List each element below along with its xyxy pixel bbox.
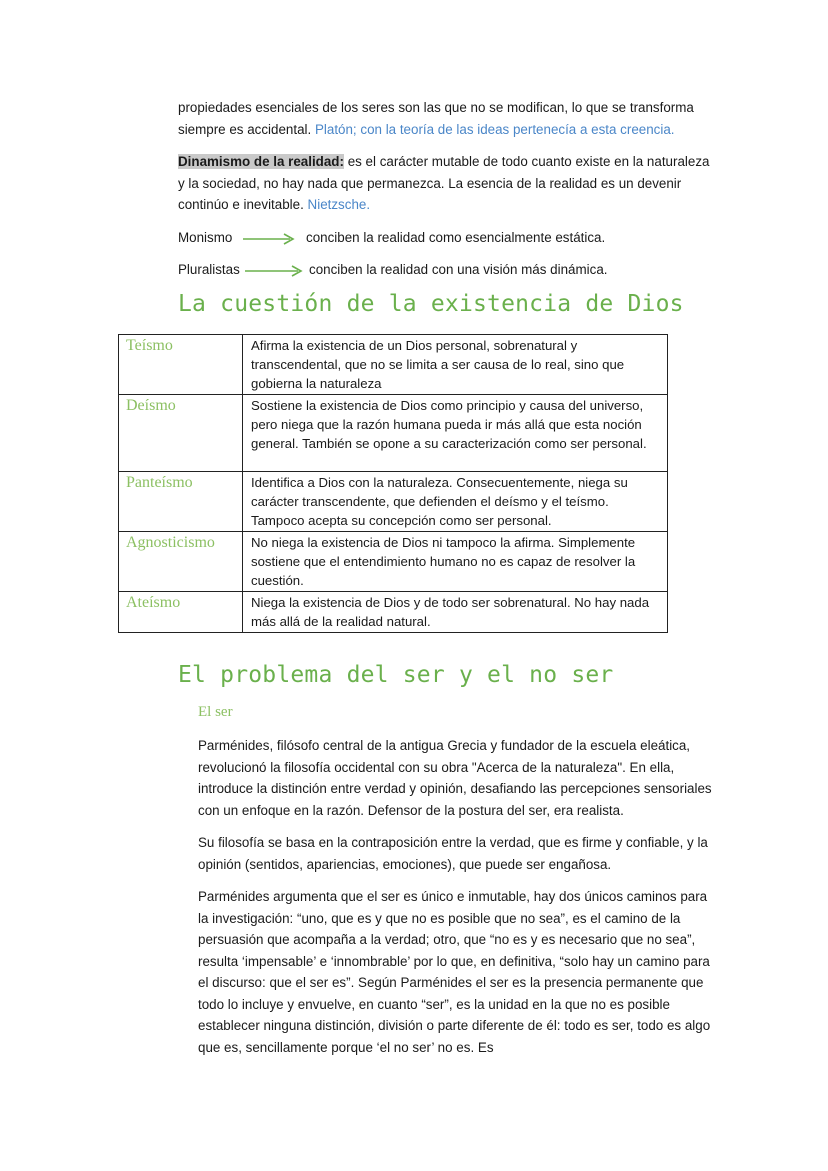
table-row [119,532,668,592]
table-definition: Sostiene la existencia de Dios como principio y causa del universo, pero niega que la razón humana pueda ir más allá que esta noción general. También se opone a su caracterización como ser personal. [243,395,668,472]
dinamismo-text: es el carácter mutable de todo cuanto existe en la naturaleza y la sociedad, no hay nada que permanezca. La esencia de la realidad es un devenir continúo e inevitable. [178,154,710,212]
table-term: Ateísmo [119,592,243,633]
table-term: Teísmo [119,335,243,395]
intro-text: propiedades esenciales de los seres son las que no se modifican, lo que se transforma siempre es accidental. [178,100,694,137]
right-arrow-icon [244,265,304,277]
table-row [119,592,668,633]
table-row [119,395,668,472]
arrow-desc: conciben la realidad como esencialmente estática. [306,230,606,245]
table-term: Agnosticismo [119,532,243,592]
arrow-desc: conciben la realidad con una visión más dinámica. [309,262,608,277]
table-row [119,335,668,395]
arrow-term: Monismo [178,230,233,245]
section-heading-dios: La cuestión de la existencia de Dios [178,291,684,317]
section-heading-ser: El problema del ser y el no ser [178,662,614,688]
right-arrow-icon [242,233,296,245]
arrow-row-pluralistas [178,259,718,281]
table-definition: Identifica a Dios con la naturaleza. Consecuentemente, niega su carácter transcendente, que defienden el deísmo y el teísmo. Tampoco acepta su concepción como ser personal. [243,472,668,532]
intro-paragraph [178,97,718,140]
body-paragraph: Su filosofía se basa en la contraposición entre la verdad, que es firme y confiable, y la opinión (sentidos, apariencias, emociones), que puede ser engañosa. [198,835,708,872]
dinamismo-term: Dinamismo de la realidad: [178,154,344,169]
concepts-table [118,334,668,633]
subsection-heading: El ser [198,704,233,720]
table-definition: No niega la existencia de Dios ni tampoco la afirma. Simplemente sostiene que el entendimiento humano no es capaz de resolver la cuestión. [243,532,668,592]
arrow-term: Pluralistas [178,262,240,277]
body-paragraph: Parménides argumenta que el ser es único e inmutable, hay dos únicos caminos para la investigación: “uno, que es y que no es posible que no sea”, es el camino de la persuasión que acompaña a la verdad; otro, que “no es y es necesario que no sea”, resulta ‘impensable’ e ‘innombrable’ por lo que, en definitiva, “solo hay un camino para el discurso: que el ser es”. Según Parménides el ser es la presencia permanente que todo lo incluye y envuelve, en cuanto “ser”, es la unidad en la que no es posible establecer ninguna distinción, división o parte diferente de él: todo es ser, todo es algo que es, sencillamente porque ‘el no ser’ no es. Es [198,889,711,1055]
arrow-row-monismo [178,227,718,249]
body-paragraph: Parménides, filósofo central de la antigua Grecia y fundador de la escuela eleática, revolucionó la filosofía occidental con su obra "Acerca de la naturaleza". En ella, introduce la distinción entre verdad y opinión, desafiando las percepciones sensoriales con un enfoque en la razón. Defensor de la postura del ser, era realista. [198,738,712,818]
table-definition: Afirma la existencia de un Dios personal, sobrenatural y transcendental, que no se limita a ser causa de lo real, sino que gobierna la naturaleza [243,335,668,395]
table-row [119,472,668,532]
table-definition: Niega la existencia de Dios y de todo ser sobrenatural. No hay nada más allá de la realidad natural. [243,592,668,633]
table-term: Panteísmo [119,472,243,532]
dinamismo-paragraph [178,151,718,216]
intro-blue-note: Platón; con la teoría de las ideas pertenecía a esta creencia. [314,121,675,137]
table-term: Deísmo [119,395,243,472]
dinamismo-author: Nietzsche. [307,197,371,212]
